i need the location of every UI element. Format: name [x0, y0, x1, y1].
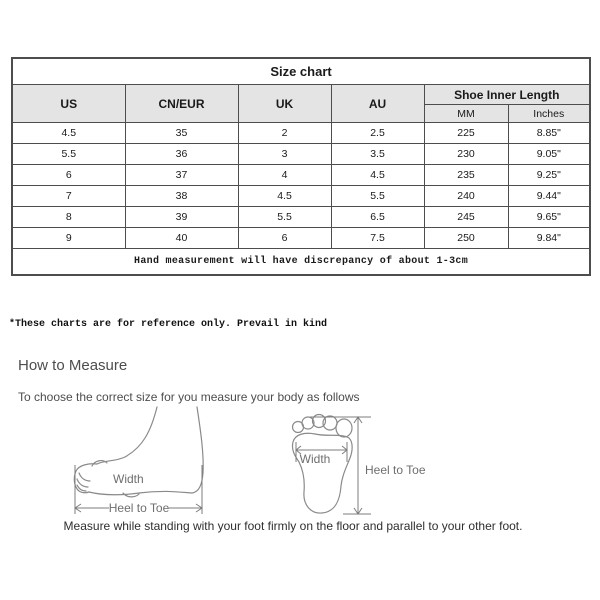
cell-us: 4.5	[12, 123, 125, 144]
size-chart-title-row	[12, 58, 590, 85]
cell-mm: 240	[424, 186, 508, 207]
cell-au: 2.5	[331, 123, 424, 144]
cell-mm: 230	[424, 144, 508, 165]
table-row	[12, 144, 590, 165]
sole-width-label: Width	[299, 452, 331, 466]
cell-cn-eur: 38	[125, 186, 238, 207]
foot-toes-outline	[74, 464, 97, 493]
col-header-cn-eur: CN/EUR	[125, 85, 238, 123]
cell-inches: 8.85"	[508, 123, 590, 144]
cell-au: 3.5	[331, 144, 424, 165]
cell-inches: 9.84"	[508, 228, 590, 249]
cell-au: 7.5	[331, 228, 424, 249]
col-header-au: AU	[331, 85, 424, 123]
reference-note: *These charts are for reference only. Prevail in kind	[9, 319, 328, 330]
size-chart-table	[11, 57, 591, 276]
col-header-mm: MM	[424, 105, 508, 123]
side-heel-to-toe-label: Heel to Toe	[108, 501, 170, 515]
cell-us: 5.5	[12, 144, 125, 165]
col-header-us: US	[12, 85, 125, 123]
side-width-label: Width	[113, 472, 144, 486]
how-to-measure-intro: To choose the correct size for you measure your body as follows	[18, 390, 360, 404]
cell-inches: 9.44"	[508, 186, 590, 207]
big-toe	[336, 419, 352, 437]
cell-cn-eur: 37	[125, 165, 238, 186]
foot-sole-line	[89, 491, 192, 494]
foot-sole-view-diagram	[285, 406, 435, 520]
table-row	[12, 186, 590, 207]
cell-cn-eur: 35	[125, 123, 238, 144]
sole-outline	[292, 433, 352, 513]
cell-mm: 225	[424, 123, 508, 144]
cell-uk: 4.5	[238, 186, 331, 207]
how-to-measure-heading: How to Measure	[18, 357, 128, 374]
col-header-uk: UK	[238, 85, 331, 123]
col-header-inches: Inches	[508, 105, 590, 123]
size-chart-footnote-row	[12, 249, 590, 276]
table-row	[12, 207, 590, 228]
cell-inches: 9.25"	[508, 165, 590, 186]
foot-top-contour	[97, 407, 157, 464]
cell-us: 9	[12, 228, 125, 249]
cell-uk: 4	[238, 165, 331, 186]
cell-uk: 2	[238, 123, 331, 144]
table-row	[12, 228, 590, 249]
size-chart-footnote: Hand measurement will have discrepancy of about 1-3cm	[12, 249, 590, 276]
cell-uk: 5.5	[238, 207, 331, 228]
toe-line-1	[79, 473, 90, 481]
size-chart-header-row	[12, 85, 590, 105]
cell-cn-eur: 39	[125, 207, 238, 228]
table-row	[12, 165, 590, 186]
cell-au: 6.5	[331, 207, 424, 228]
cell-au: 5.5	[331, 186, 424, 207]
cell-us: 8	[12, 207, 125, 228]
cell-mm: 250	[424, 228, 508, 249]
cell-cn-eur: 40	[125, 228, 238, 249]
table-row	[12, 123, 590, 144]
cell-us: 6	[12, 165, 125, 186]
cell-uk: 6	[238, 228, 331, 249]
cell-mm: 235	[424, 165, 508, 186]
cell-uk: 3	[238, 144, 331, 165]
measure-caption: Measure while standing with your foot firmly on the floor and parallel to your other foot.	[63, 519, 523, 533]
cell-cn-eur: 36	[125, 144, 238, 165]
sole-heel-to-toe-label: Heel to Toe	[365, 463, 426, 477]
size-chart-title: Size chart	[12, 58, 590, 85]
foot-side-view-diagram	[65, 403, 210, 521]
cell-mm: 245	[424, 207, 508, 228]
cell-inches: 9.05"	[508, 144, 590, 165]
cell-inches: 9.65"	[508, 207, 590, 228]
col-header-shoe-inner-length: Shoe Inner Length	[424, 85, 590, 105]
cell-us: 7	[12, 186, 125, 207]
cell-au: 4.5	[331, 165, 424, 186]
